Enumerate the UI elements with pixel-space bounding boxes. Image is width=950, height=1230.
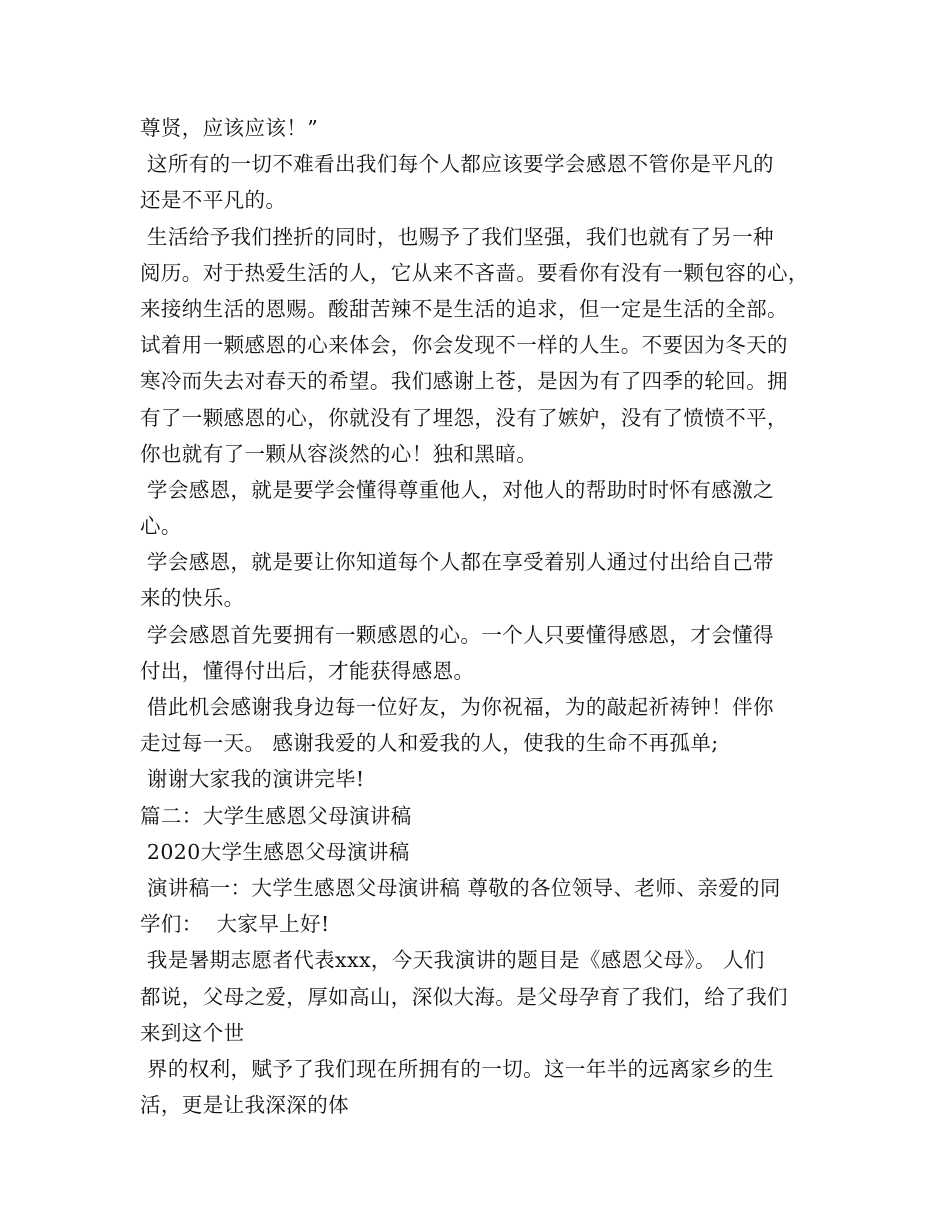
text-line: 来到这个世 (140, 1020, 245, 1045)
text-line: 有了一颗感恩的心，你就没有了埋怨，没有了嫉妒，没有了愤愤不平， (140, 405, 788, 430)
text-line: 学会感恩，就是要学会懂得尊重他人，对他人的帮助时时怀有感激之 (140, 477, 774, 502)
text-line: 你也就有了一颗从容淡然的心！独和黑暗。 (140, 441, 538, 466)
text-line: 演讲稿一：大学生感恩父母演讲稿 尊敬的各位领导、老师、亲爱的同 (140, 875, 781, 900)
text-line: 2020大学生感恩父母演讲稿 (140, 839, 410, 864)
text-line: 借此机会感谢我身边每一位好友，为你祝福，为的敲起祈祷钟！伴你 (140, 695, 774, 719)
text-line: 试着用一颗感恩的心来体会，你会发现不一样的人生。不要因为冬天的 (140, 333, 788, 358)
text-line: 都说，父母之爱，厚如高山，深似大海。是父母孕育了我们，给了我们 (140, 984, 788, 1009)
document-body (140, 110, 820, 1123)
text-line: 尊贤，应该应该！” (140, 116, 319, 140)
text-line: 心。 (140, 514, 182, 539)
text-line: 界的权利，赋予了我们现在所拥有的一切。这一年半的远离家乡的生 (140, 1056, 774, 1081)
text-line: 学会感恩，就是要让你知道每个人都在享受着别人通过付出给自己带 (140, 550, 774, 575)
text-line: 生活给予我们挫折的同时，也赐予了我们坚强，我们也就有了另一种 (140, 224, 774, 249)
section-heading: 篇二：大学生感恩父母演讲稿 (140, 803, 412, 828)
text-line: 来接纳生活的恩赐。酸甜苦辣不是生活的追求，但一定是生活的全部。 (140, 296, 788, 321)
text-line: 学会感恩首先要拥有一颗感恩的心。一个人只要懂得感恩，才会懂得 (140, 622, 774, 647)
text-line: 走过每一天。 感谢我爱的人和爱我的人，使我的生命不再孤单; (140, 731, 719, 756)
text-line: 阅历。对于热爱生活的人，它从来不吝啬。要看你有没有一颗包容的心， (140, 260, 809, 285)
text-line: 还是不平凡的。 (140, 188, 287, 213)
text-line: 这所有的一切不难看出我们每个人都应该要学会感恩不管你是平凡的 (140, 152, 774, 177)
text-line: 付出，懂得付出后，才能获得感恩。 (140, 658, 475, 683)
text-line: 我是暑期志愿者代表xxx，今天我演讲的题目是《感恩父母》。 人们 (140, 948, 765, 973)
text-line: 寒冷而失去对春天的希望。我们感谢上苍，是因为有了四季的轮回。拥 (140, 369, 788, 394)
text-line: 活，更是让我深深的体 (140, 1093, 349, 1118)
text-line: 来的快乐。 (140, 586, 245, 611)
text-line: 学们： 大家早上好! (140, 912, 330, 937)
text-line: 谢谢大家我的演讲完毕! (140, 767, 365, 792)
